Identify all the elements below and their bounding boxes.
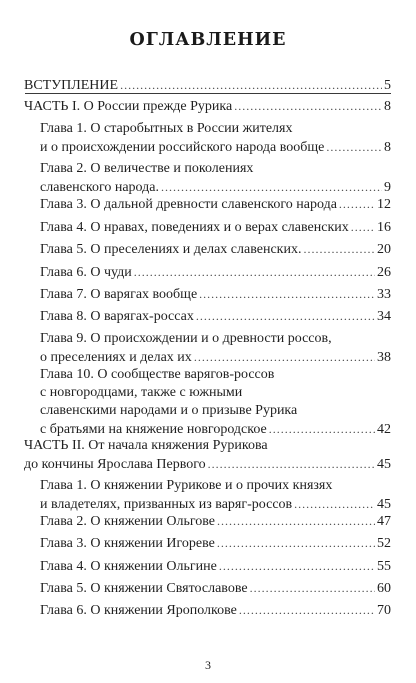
leader-dots bbox=[217, 534, 375, 552]
toc-entry-label: Глава 6. О княжении Ярополкове bbox=[40, 603, 237, 618]
toc-entry-chapter bbox=[40, 120, 391, 157]
toc-page-number: 47 bbox=[377, 514, 391, 529]
leader-dots bbox=[196, 307, 375, 325]
toc-entry-label: Глава 7. О варягах вообще bbox=[40, 287, 198, 302]
toc-page-number: 16 bbox=[377, 220, 391, 235]
toc-entry-chapter bbox=[40, 366, 391, 439]
leader-dots bbox=[134, 263, 375, 281]
toc-page-number: 52 bbox=[377, 536, 391, 551]
toc-page-number: 34 bbox=[377, 309, 391, 324]
toc-entry-label: Глава 4. О княжении Ольгине bbox=[40, 559, 217, 574]
toc-entry-chapter bbox=[40, 534, 391, 553]
leader-dots bbox=[351, 218, 375, 236]
leader-dots bbox=[326, 138, 382, 156]
toc-entry-chapter bbox=[40, 218, 391, 237]
toc-page-number: 60 bbox=[377, 581, 391, 596]
toc-page-number: 70 bbox=[377, 603, 391, 618]
toc-page-number: 45 bbox=[377, 457, 391, 472]
toc-entry-label: Глава 6. О чуди bbox=[40, 265, 132, 280]
toc-entry-chapter bbox=[40, 579, 391, 598]
toc-entry-label: славенскими народами и о призыве Рурика bbox=[40, 403, 298, 418]
toc-page-number: 8 bbox=[384, 140, 391, 155]
toc-entry-label: Глава 2. О княжении Ольгове bbox=[40, 514, 216, 529]
toc-entry-label: с братьями на княжение новгородское bbox=[40, 422, 267, 437]
leader-dots bbox=[208, 455, 375, 473]
toc-entry-chapter bbox=[40, 601, 391, 620]
toc-entry-label: Глава 1. О старобытных в России жителях bbox=[40, 121, 293, 136]
toc-entry-chapter bbox=[40, 285, 391, 304]
toc-entry-label: с новгородцами, также с южными bbox=[40, 385, 243, 400]
toc-entry-label: Глава 5. О преселениях и делах славенских. bbox=[40, 242, 302, 257]
toc-page-number: 9 bbox=[384, 180, 391, 195]
toc-entry-chapter bbox=[40, 160, 391, 197]
toc-page-number: 20 bbox=[377, 242, 391, 257]
leader-dots bbox=[219, 557, 375, 575]
toc-entry-chapter bbox=[40, 307, 391, 326]
toc-entry-label: о преселениях и делах их bbox=[40, 350, 192, 365]
toc-page-number: 33 bbox=[377, 287, 391, 302]
toc-entry-label: и о происхождении российского народа вообще bbox=[40, 140, 325, 155]
underline-rule bbox=[25, 93, 391, 94]
leader-dots bbox=[234, 97, 382, 115]
toc-entry-part-2 bbox=[24, 437, 391, 474]
leader-dots bbox=[120, 76, 382, 94]
leader-dots bbox=[161, 178, 382, 196]
page-number: 3 bbox=[205, 658, 211, 672]
toc-entry-label: ВСТУПЛЕНИЕ bbox=[24, 78, 119, 93]
toc-entry-label: Глава 10. О сообществе варягов-россов bbox=[40, 367, 275, 382]
toc-entry-label: Глава 4. О нравах, поведениях и о верах славенских bbox=[40, 220, 349, 235]
toc-entry-label: Глава 9. О происхождении и о древности россов, bbox=[40, 331, 332, 346]
toc-page-number: 26 bbox=[377, 265, 391, 280]
leader-dots bbox=[217, 512, 375, 530]
toc-page-number: 55 bbox=[377, 559, 391, 574]
leader-dots bbox=[199, 285, 375, 303]
toc-entry-label: Глава 8. О варягах-россах bbox=[40, 309, 194, 324]
toc-entry-label: до кончины Ярослава Первого bbox=[24, 457, 206, 472]
toc-entry-chapter bbox=[40, 477, 391, 514]
leader-dots bbox=[194, 348, 375, 366]
toc-page-number: 42 bbox=[377, 422, 391, 437]
toc-entry-chapter bbox=[40, 240, 391, 259]
toc-entry-label: Глава 3. О княжении Игореве bbox=[40, 536, 215, 551]
leader-dots bbox=[269, 420, 375, 438]
toc-entry-chapter bbox=[40, 195, 391, 214]
toc-entry-part-1 bbox=[24, 97, 391, 116]
toc-entry-chapter bbox=[40, 512, 391, 531]
toc-page-number: 38 bbox=[377, 350, 391, 365]
leader-dots bbox=[339, 195, 375, 213]
toc-entry-label: и владетелях, призванных из варяг-россов bbox=[40, 497, 293, 512]
toc-entry-label: славенского народа. bbox=[40, 180, 159, 195]
toc-entry-label: ЧАСТЬ II. От начала княжения Рурикова bbox=[24, 438, 268, 453]
leader-dots bbox=[250, 579, 375, 597]
toc-entry-label: Глава 2. О величестве и поколениях bbox=[40, 161, 254, 176]
toc-page-number: 5 bbox=[384, 78, 391, 93]
toc-entry-label: ЧАСТЬ I. О России прежде Рурика bbox=[24, 99, 233, 114]
page-title: ОГЛАВЛЕНИЕ bbox=[129, 30, 287, 50]
toc-entry-label: Глава 3. О дальной древности славенского народа bbox=[40, 197, 337, 212]
toc-entry-label: Глава 1. О княжении Рурикове и о прочих князях bbox=[40, 478, 333, 493]
toc-entry-chapter bbox=[40, 330, 391, 367]
toc-page-number: 12 bbox=[377, 197, 391, 212]
toc-entry-chapter bbox=[40, 557, 391, 576]
leader-dots bbox=[303, 240, 375, 258]
leader-dots bbox=[294, 495, 375, 513]
toc-entry-label: Глава 5. О княжении Святославове bbox=[40, 581, 248, 596]
toc-page-number: 8 bbox=[384, 99, 391, 114]
toc-page-number: 45 bbox=[377, 497, 391, 512]
toc-entry-chapter bbox=[40, 263, 391, 282]
leader-dots bbox=[239, 601, 375, 619]
